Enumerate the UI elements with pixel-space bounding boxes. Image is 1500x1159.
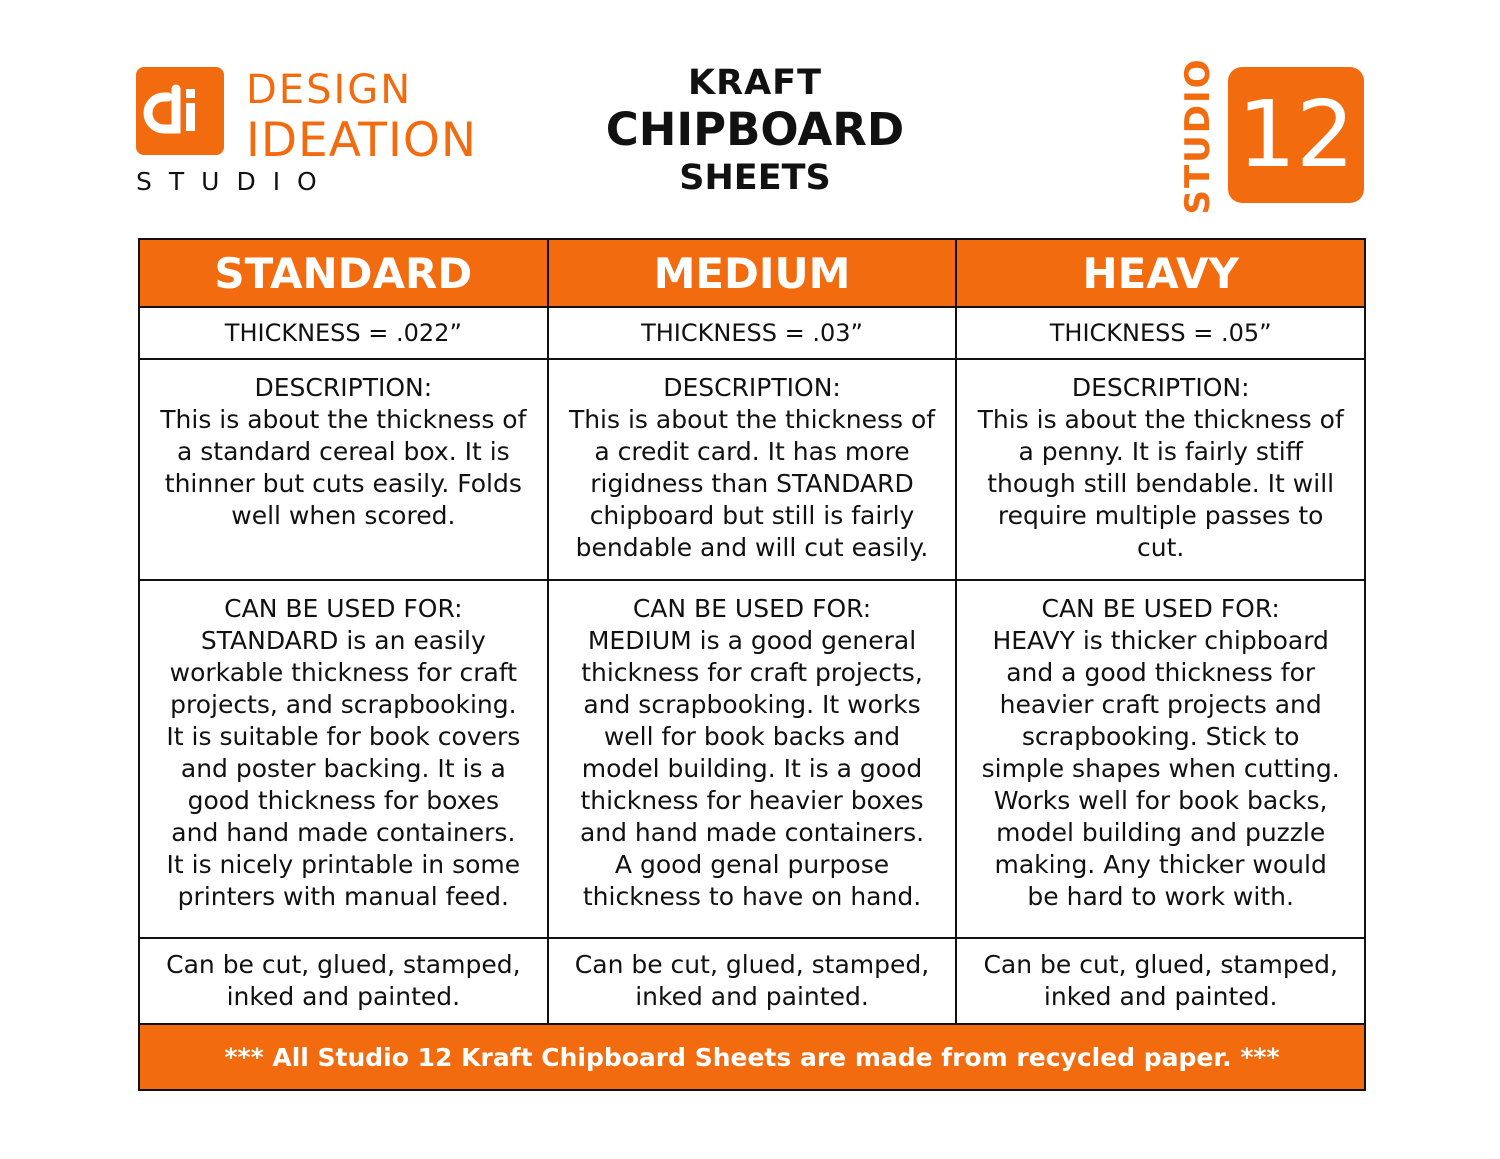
finish-medium: Can be cut, glued, stamped, inked and painted. <box>549 939 958 1023</box>
header-standard: STANDARD <box>140 240 549 306</box>
header-medium: MEDIUM <box>549 240 958 306</box>
thickness-row <box>140 308 1364 360</box>
studio-vertical-label: STUDIO <box>1178 57 1218 215</box>
thickness-medium: THICKNESS = .03” <box>549 308 958 358</box>
design-ideation-logo <box>136 67 536 197</box>
chipboard-comparison-table <box>138 238 1366 1091</box>
uses-row <box>140 581 1364 939</box>
brand-line-studio: STUDIO <box>136 167 334 196</box>
finish-row <box>140 939 1364 1025</box>
table-header-row <box>140 240 1364 308</box>
description-heavy: DESCRIPTION: This is about the thickness of a penny. It is fairly stiff though still bendable. It will require multiple passes to cut. <box>977 373 1344 562</box>
studio-12-logo <box>1176 57 1366 215</box>
thickness-standard: THICKNESS = .022” <box>140 308 549 358</box>
recycled-note-footer: *** All Studio 12 Kraft Chipboard Sheets are made from recycled paper. *** <box>140 1025 1364 1089</box>
brand-line-design: DESIGN <box>246 67 413 113</box>
description-medium: DESCRIPTION: This is about the thickness of a credit card. It has more rigidness than STANDARD chipboard but still is fairly bendable and will cut easily. <box>549 360 958 579</box>
uses-heavy: CAN BE USED FOR: HEAVY is thicker chipboard and a good thickness for heavier craft projects and scrapbooking. Stick to simple shapes when cutting. Works well for book backs, model building and puzzle making. Any thicker would be hard to work with. <box>981 594 1340 911</box>
brand-line-ideation: IDEATION <box>246 113 477 168</box>
header-heavy: HEAVY <box>957 240 1364 306</box>
studio-12-badge: 12 <box>1228 67 1364 203</box>
thickness-heavy: THICKNESS = .05” <box>1049 319 1272 347</box>
description-row <box>140 360 1364 581</box>
uses-standard: CAN BE USED FOR: STANDARD is an easily workable thickness for craft projects, and scrapbooking. It is suitable for book covers and poster backing. It is a good thickness for boxes and hand made containers. It is nicely printable in some printers with manual feed. <box>140 581 549 937</box>
title-sheets: SHEETS <box>679 158 831 198</box>
description-standard: DESCRIPTION: This is about the thickness of a standard cereal box. It is thinner but cuts easily. Folds well when scored. <box>140 360 549 579</box>
title-chipboard: CHIPBOARD <box>605 103 905 156</box>
finish-standard: Can be cut, glued, stamped, inked and painted. <box>140 939 549 1023</box>
di-logo-icon <box>136 67 224 155</box>
di-monogram-icon <box>136 67 224 155</box>
title-kraft: KRAFT <box>688 63 822 103</box>
finish-heavy: Can be cut, glued, stamped, inked and painted. <box>983 950 1338 1011</box>
uses-medium: CAN BE USED FOR: MEDIUM is a good general thickness for craft projects, and scrapbooking. It works well for book backs and model building. It is a good thickness for heavier boxes and hand made containers. A good genal purpose thickness to have on hand. <box>549 581 958 937</box>
page-title <box>600 62 910 200</box>
